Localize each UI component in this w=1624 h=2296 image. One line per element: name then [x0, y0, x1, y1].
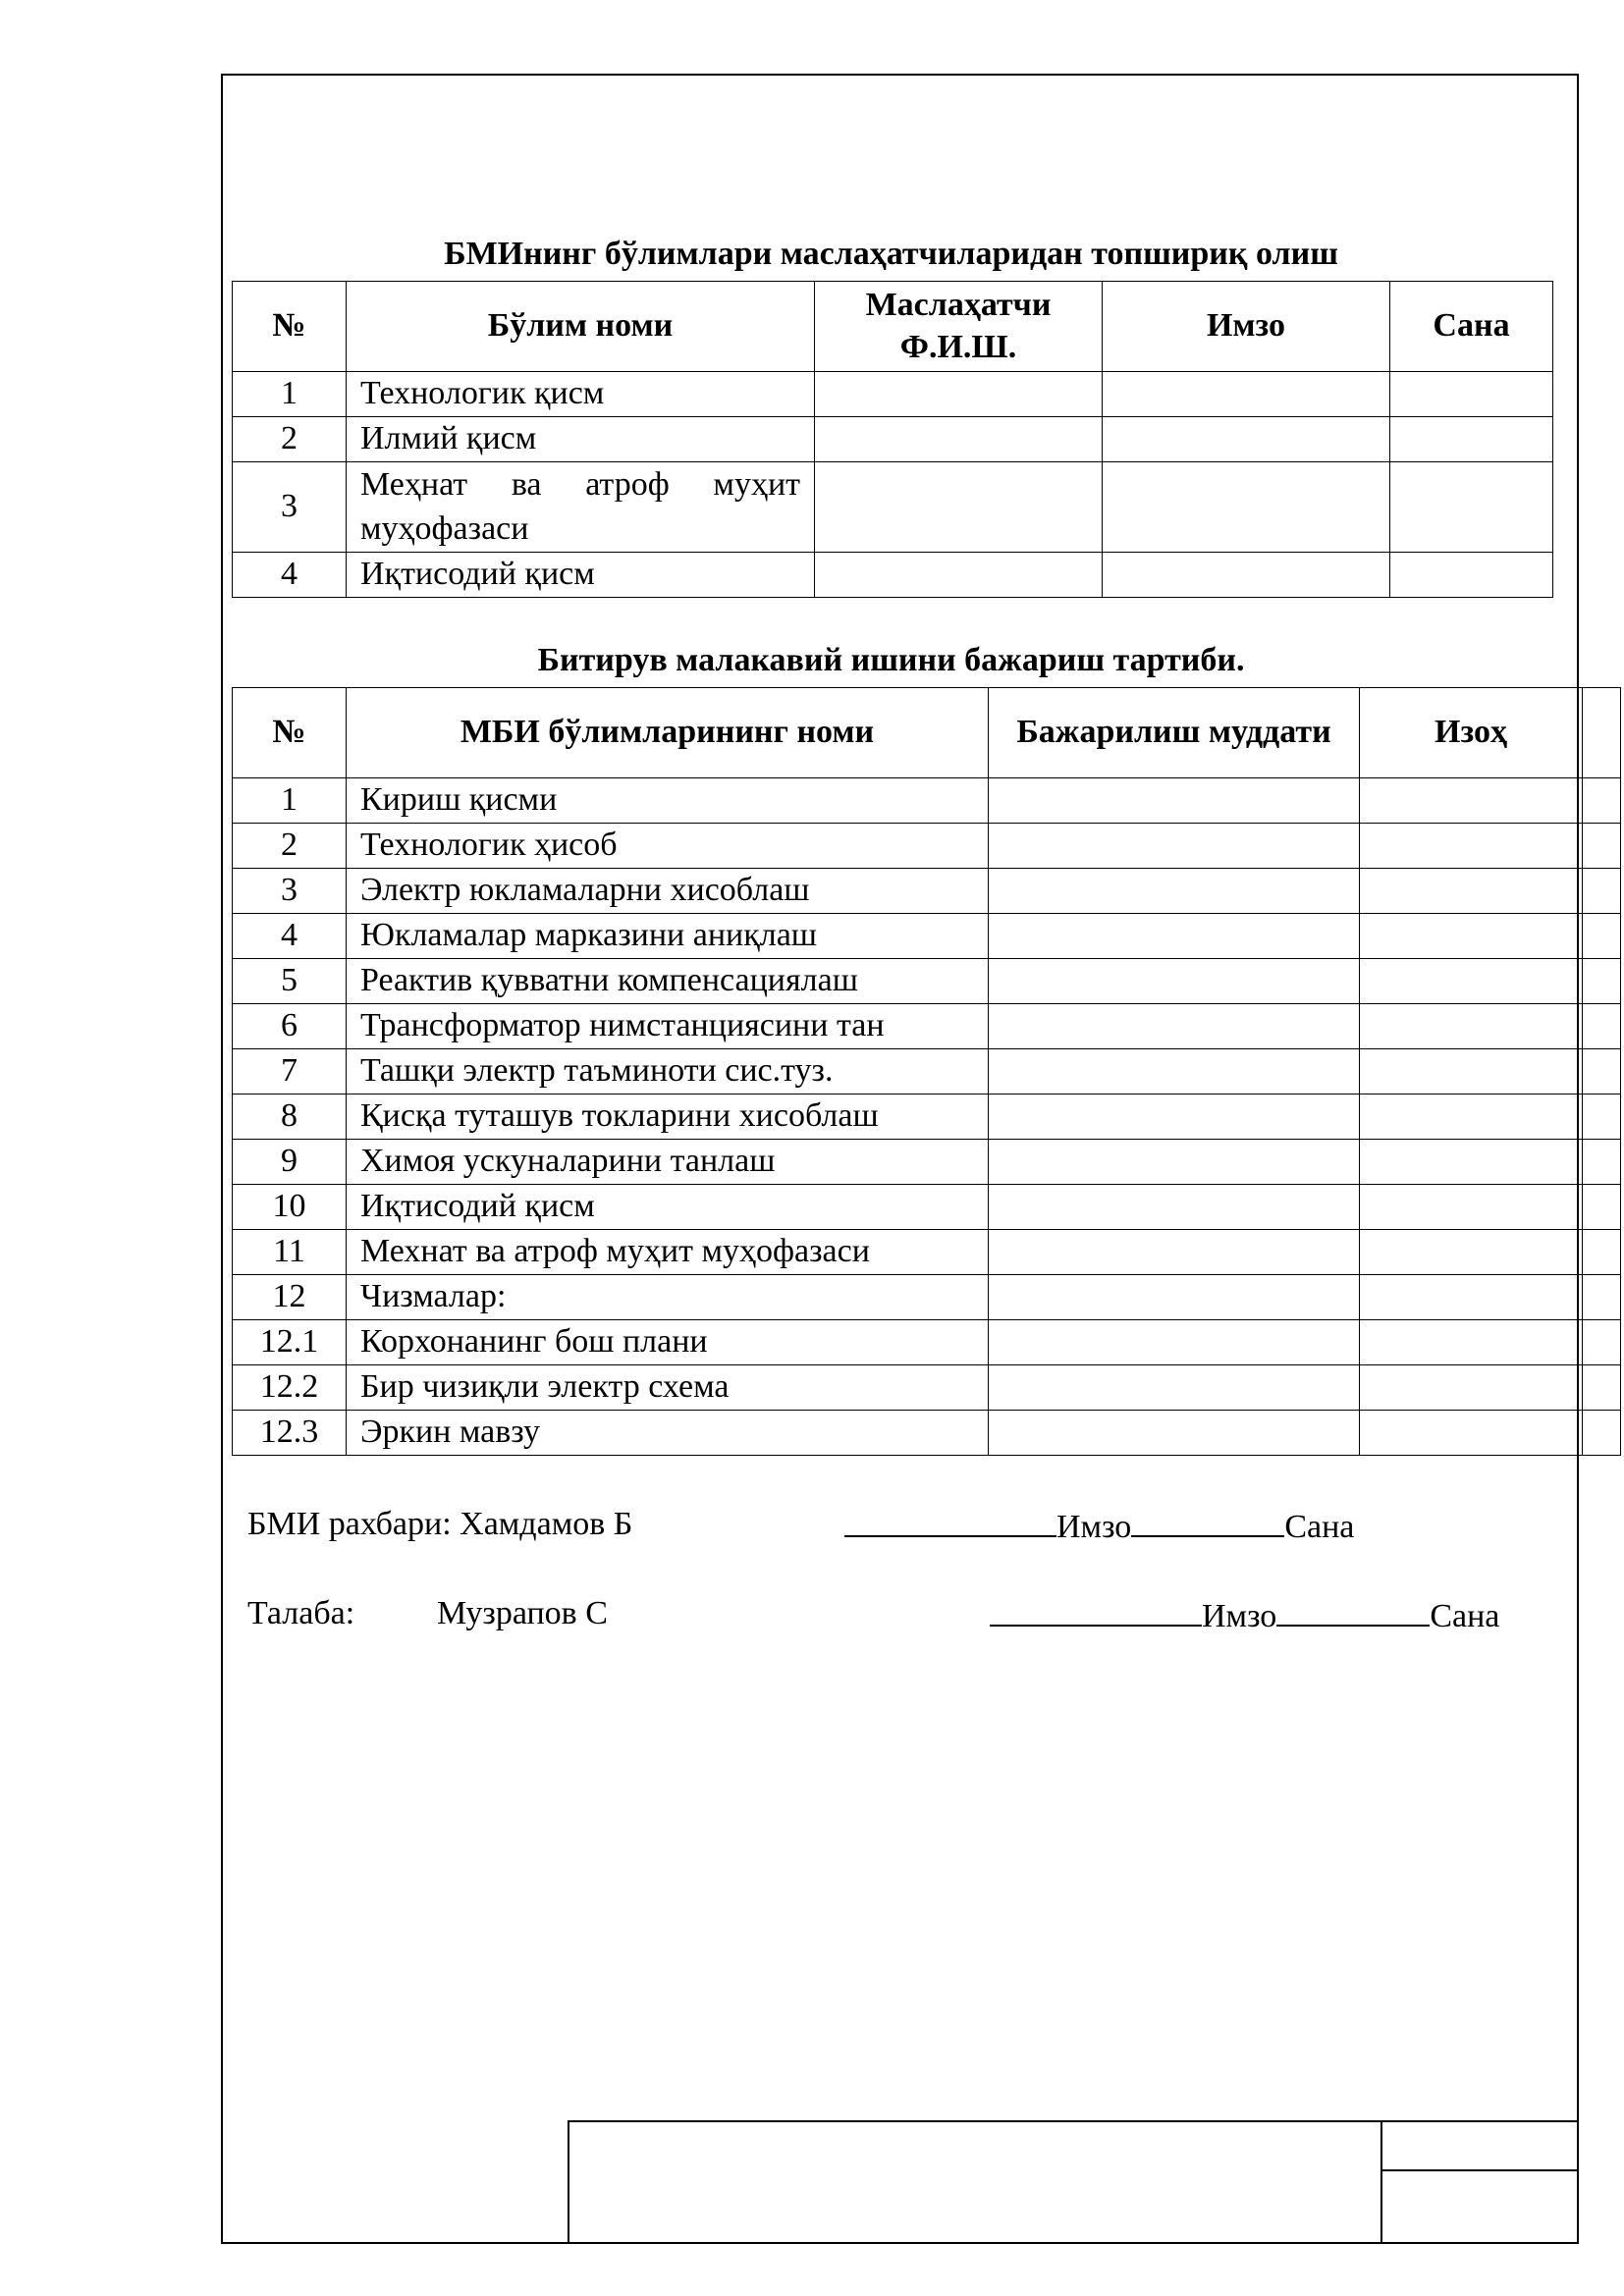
- section-name: Кириш қисми: [347, 778, 989, 824]
- section-name: Корхонанинг бош плани: [347, 1320, 989, 1365]
- note-cell: [1360, 778, 1583, 824]
- deadline-cell: [989, 1049, 1360, 1095]
- advisor-cell: [815, 417, 1103, 462]
- note-cell: [1360, 1140, 1583, 1185]
- signature-cell: [1103, 553, 1390, 598]
- date-blank: [1131, 1506, 1284, 1537]
- note-cell: [1360, 1095, 1583, 1140]
- row-number: 9: [233, 1140, 347, 1185]
- supervisor-signature-line: [247, 1506, 632, 1543]
- table-header-row: [233, 688, 1621, 778]
- extra-cell: [1583, 1275, 1621, 1320]
- deadline-cell: [989, 914, 1360, 959]
- note-cell: [1360, 869, 1583, 914]
- title-block-sheet-cell: [1380, 2120, 1579, 2244]
- note-cell: [1360, 959, 1583, 1004]
- row-number: 3: [233, 869, 347, 914]
- row-number: 2: [233, 417, 347, 462]
- table-row: [233, 372, 1553, 417]
- extra-column: [1583, 688, 1621, 778]
- section-name: Илмий қисм: [347, 417, 815, 462]
- deadline-cell: [989, 1275, 1360, 1320]
- section-name: Технологик қисм: [347, 372, 815, 417]
- row-number: 6: [233, 1004, 347, 1049]
- deadline-cell: [989, 1095, 1360, 1140]
- deadline-cell: [989, 1185, 1360, 1230]
- student-label: Талаба:: [247, 1595, 355, 1631]
- supervisor-sign-date: [844, 1506, 1354, 1546]
- deadline-cell: [989, 778, 1360, 824]
- table-row: [233, 462, 1553, 553]
- signature-blank: [844, 1506, 1056, 1537]
- row-number: 1: [233, 372, 347, 417]
- section-name: Реактив қувватни компенсациялаш: [347, 959, 989, 1004]
- col-header-section: Бўлим номи: [347, 282, 815, 372]
- section-name: Мехнат ва атроф муҳит муҳофазаси: [347, 1230, 989, 1275]
- title-block-divider: [1380, 2169, 1579, 2171]
- advisor-cell: [815, 372, 1103, 417]
- extra-cell: [1583, 1411, 1621, 1456]
- date-cell: [1390, 417, 1553, 462]
- table-row: [233, 1004, 1621, 1049]
- table-row: [233, 914, 1621, 959]
- table-row: [233, 959, 1621, 1004]
- table-row: [233, 778, 1621, 824]
- table-row: [233, 1230, 1621, 1275]
- deadline-cell: [989, 1320, 1360, 1365]
- section-name: Юкламалар марказини аниқлаш: [347, 914, 989, 959]
- extra-cell: [1583, 914, 1621, 959]
- table-row: [233, 1049, 1621, 1095]
- row-number: 11: [233, 1230, 347, 1275]
- col-header-section: МБИ бўлимларининг номи: [347, 688, 989, 778]
- col-header-date: Сана: [1390, 282, 1553, 372]
- note-cell: [1360, 1411, 1583, 1456]
- col-header-note: Изоҳ: [1360, 688, 1583, 778]
- signature-cell: [1103, 417, 1390, 462]
- col-header-deadline: Бажарилиш муддати: [989, 688, 1360, 778]
- row-number: 8: [233, 1095, 347, 1140]
- date-label: Сана: [1430, 1598, 1500, 1634]
- note-cell: [1360, 1004, 1583, 1049]
- section-name: Ташқи электр таъминоти сис.туз.: [347, 1049, 989, 1095]
- sign-label: Имзо: [1056, 1509, 1132, 1545]
- table-row: [233, 1140, 1621, 1185]
- row-number: 12.3: [233, 1411, 347, 1456]
- section-name: Трансформатор нимстанциясини тан: [347, 1004, 989, 1049]
- row-number: 7: [233, 1049, 347, 1095]
- signature-cell: [1103, 462, 1390, 553]
- section-name: Чизмалар:: [347, 1275, 989, 1320]
- supervisor-label: БМИ рахбари:: [247, 1506, 452, 1542]
- extra-cell: [1583, 1230, 1621, 1275]
- supervisor-name: Хамдамов Б: [460, 1506, 633, 1542]
- deadline-cell: [989, 1004, 1360, 1049]
- section-name: Эркин мавзу: [347, 1411, 989, 1456]
- extra-cell: [1583, 959, 1621, 1004]
- extra-cell: [1583, 1049, 1621, 1095]
- table-row: [233, 417, 1553, 462]
- advisor-cell: [815, 462, 1103, 553]
- row-number: 12: [233, 1275, 347, 1320]
- extra-cell: [1583, 1004, 1621, 1049]
- row-number: 4: [233, 553, 347, 598]
- student-name-line: [437, 1595, 608, 1632]
- section-name: Электр юкламаларни хисоблаш: [347, 869, 989, 914]
- extra-cell: [1583, 778, 1621, 824]
- row-number: 5: [233, 959, 347, 1004]
- note-cell: [1360, 1230, 1583, 1275]
- date-cell: [1390, 553, 1553, 598]
- note-cell: [1360, 824, 1583, 869]
- date-cell: [1390, 462, 1553, 553]
- extra-cell: [1583, 1365, 1621, 1411]
- row-number: 2: [233, 824, 347, 869]
- extra-cell: [1583, 1140, 1621, 1185]
- advisors-table: [232, 281, 1553, 598]
- extra-cell: [1583, 1320, 1621, 1365]
- extra-cell: [1583, 1185, 1621, 1230]
- signature-blank: [990, 1595, 1202, 1627]
- table1-title: БМИнинг бўлимлари маслаҳатчиларидан топшириқ олиш: [444, 236, 1338, 272]
- extra-cell: [1583, 824, 1621, 869]
- date-cell: [1390, 372, 1553, 417]
- table-row: [233, 1365, 1621, 1411]
- student-signature-line: [247, 1595, 354, 1632]
- section-name: Иқтисодий қисм: [347, 1185, 989, 1230]
- note-cell: [1360, 914, 1583, 959]
- note-cell: [1360, 1365, 1583, 1411]
- date-label: Сана: [1284, 1509, 1355, 1545]
- table-row: [233, 1320, 1621, 1365]
- col-header-signature: Имзо: [1103, 282, 1390, 372]
- extra-cell: [1583, 1095, 1621, 1140]
- deadline-cell: [989, 824, 1360, 869]
- table-row: [233, 1411, 1621, 1456]
- section-name: Химоя ускуналарини танлаш: [347, 1140, 989, 1185]
- table-row: [233, 1275, 1621, 1320]
- section-name: Технологик ҳисоб: [347, 824, 989, 869]
- section-name: Бир чизиқли электр схема: [347, 1365, 989, 1411]
- deadline-cell: [989, 1140, 1360, 1185]
- deadline-cell: [989, 1230, 1360, 1275]
- deadline-cell: [989, 959, 1360, 1004]
- section-name: Меҳнат ва атроф муҳит муҳофазаси: [347, 462, 815, 553]
- deadline-cell: [989, 1365, 1360, 1411]
- note-cell: [1360, 1275, 1583, 1320]
- deadline-cell: [989, 869, 1360, 914]
- sign-label: Имзо: [1202, 1598, 1277, 1634]
- extra-cell: [1583, 869, 1621, 914]
- note-cell: [1360, 1185, 1583, 1230]
- table-row: [233, 824, 1621, 869]
- date-blank: [1276, 1595, 1430, 1627]
- deadline-cell: [989, 1411, 1360, 1456]
- table-row: [233, 553, 1553, 598]
- table2-title: Битирув малакавий ишини бажариш тартиби.: [537, 642, 1245, 678]
- row-number: 1: [233, 778, 347, 824]
- signature-cell: [1103, 372, 1390, 417]
- col-header-number: №: [233, 688, 347, 778]
- advisor-cell: [815, 553, 1103, 598]
- schedule-table: [232, 687, 1621, 1456]
- note-cell: [1360, 1049, 1583, 1095]
- student-name: Музрапов С: [437, 1595, 608, 1631]
- col-header-advisor: Маслаҳатчи Ф.И.Ш.: [815, 282, 1103, 372]
- note-cell: [1360, 1320, 1583, 1365]
- table-row: [233, 869, 1621, 914]
- section-name: Иқтисодий қисм: [347, 553, 815, 598]
- row-number: 12.2: [233, 1365, 347, 1411]
- row-number: 12.1: [233, 1320, 347, 1365]
- table-row: [233, 1095, 1621, 1140]
- table-header-row: [233, 282, 1553, 372]
- section-name: Қисқа туташув токларини хисоблаш: [347, 1095, 989, 1140]
- row-number: 3: [233, 462, 347, 553]
- row-number: 10: [233, 1185, 347, 1230]
- col-header-number: №: [233, 282, 347, 372]
- table-row: [233, 1185, 1621, 1230]
- row-number: 4: [233, 914, 347, 959]
- student-sign-date: [990, 1595, 1499, 1635]
